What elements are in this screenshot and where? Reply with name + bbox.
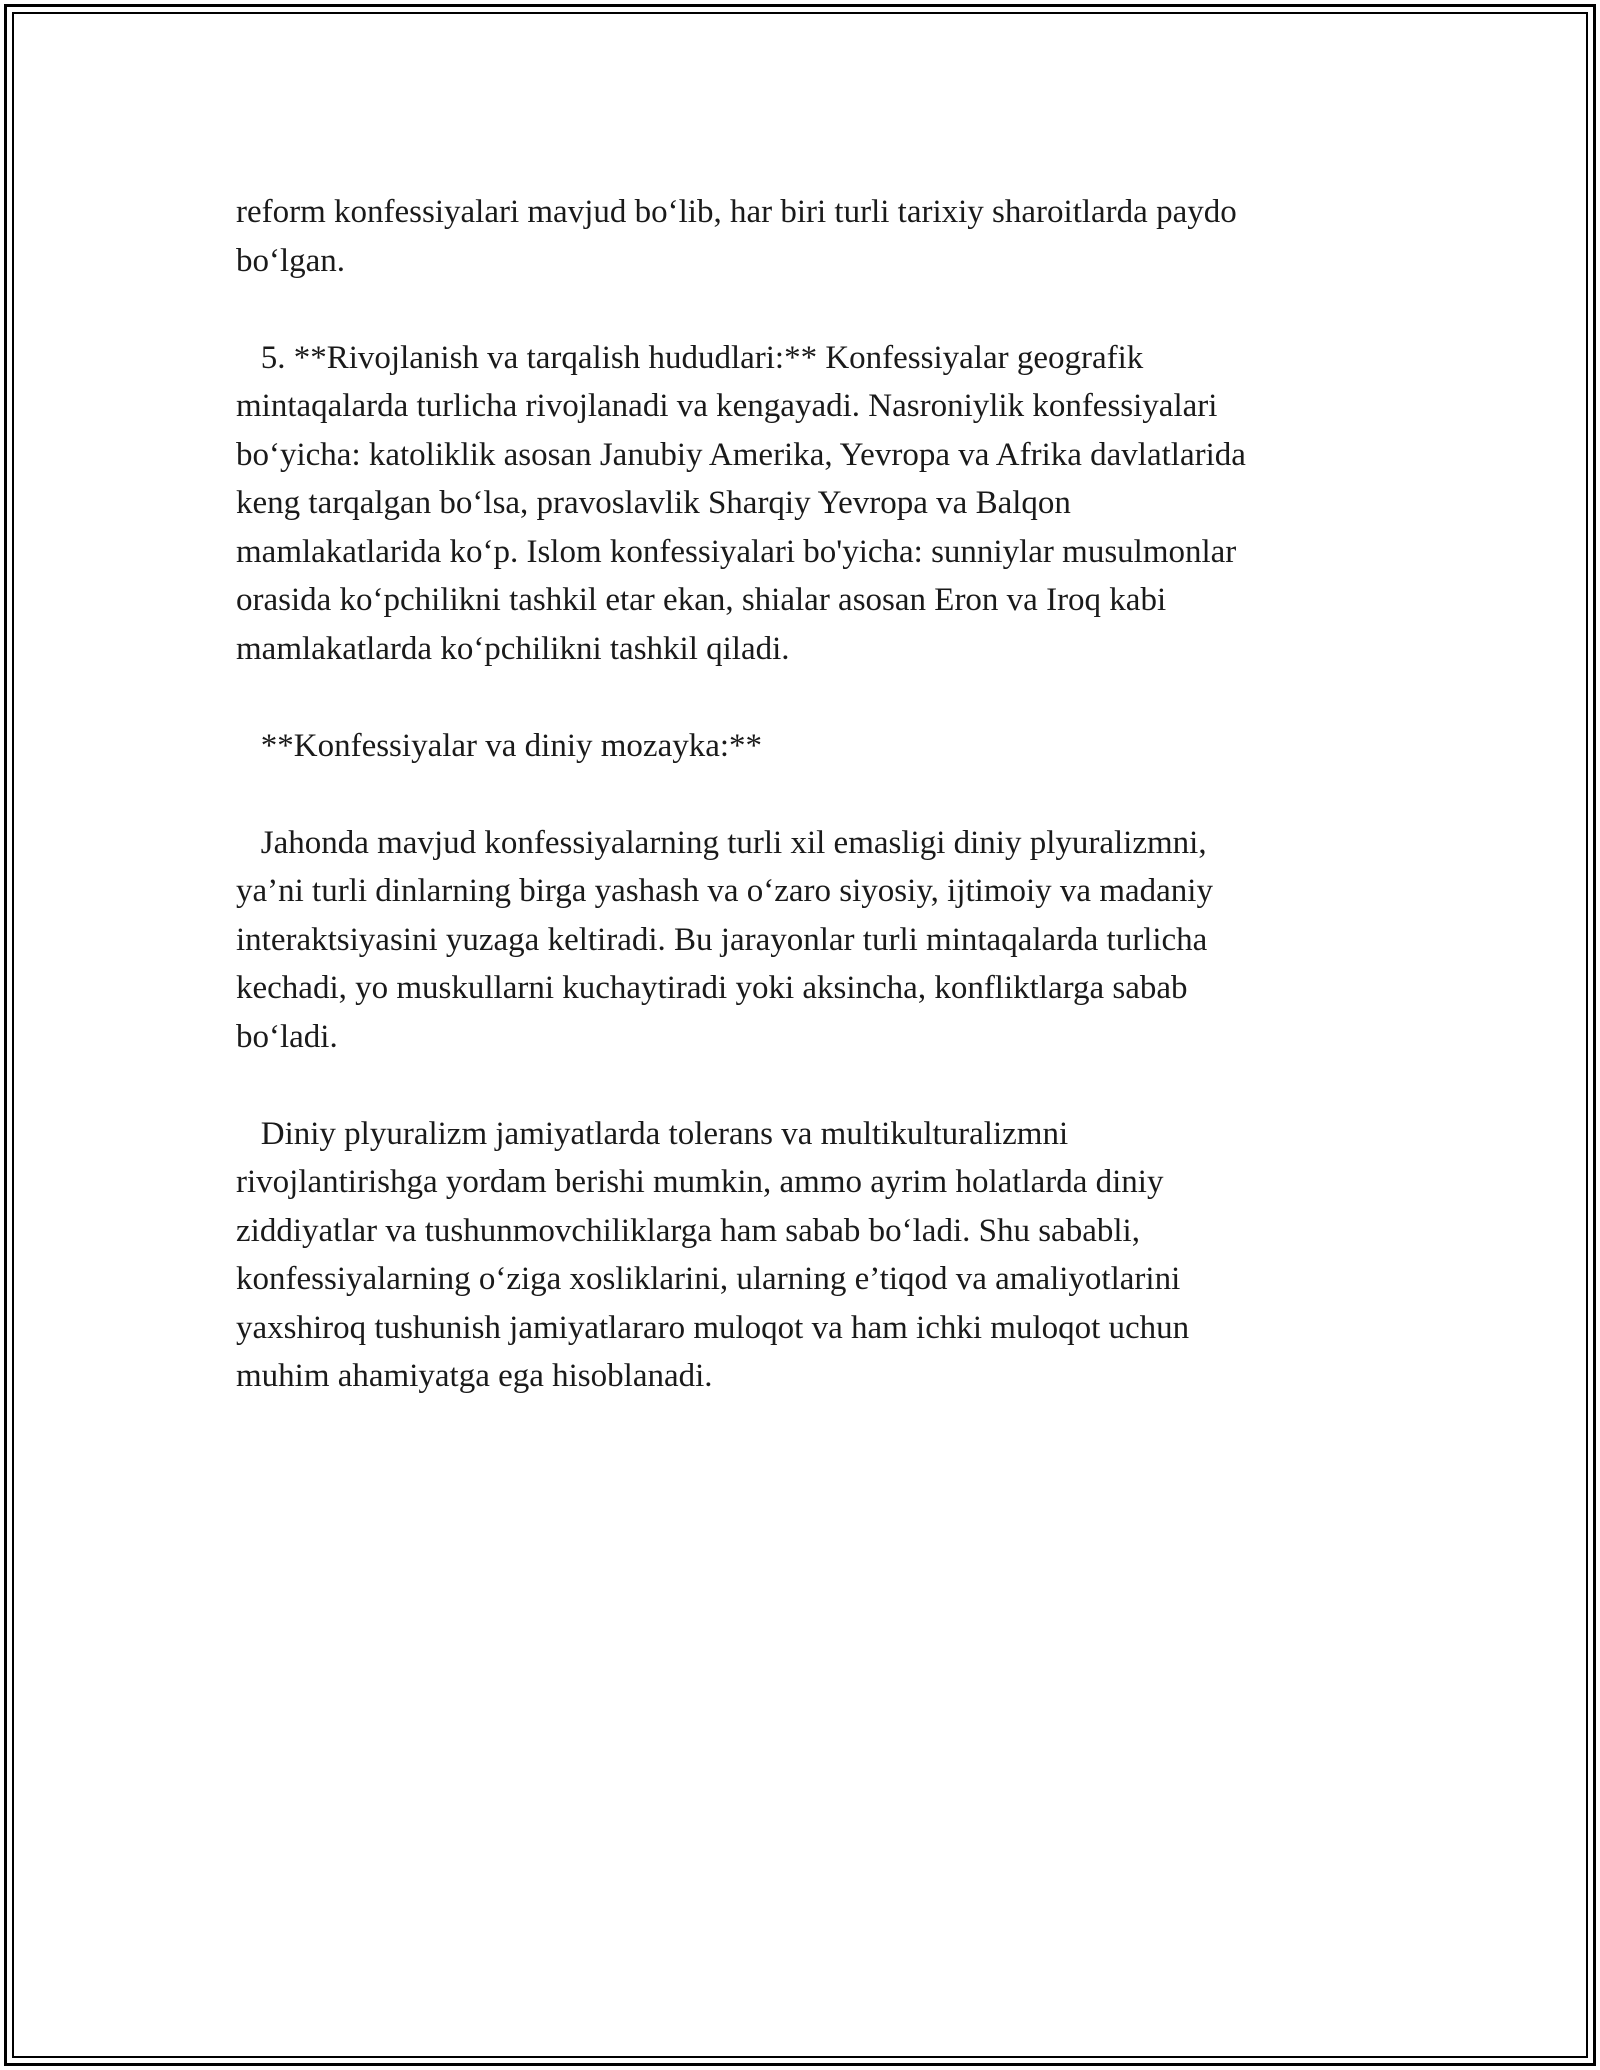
text-line: yaxshiroq tushunish jamiyatlararo muloqot va ham ichki muloqot uchun [236, 1309, 1190, 1346]
section-heading-mosaic [236, 722, 1376, 771]
text-line: keng tarqalgan bo‘lsa, pravoslavlik Sharqiy Yevropa va Balqon [236, 485, 1071, 521]
text-line: kechadi, yo muskullarni kuchaytiradi yoki aksincha, konfliktlarga sabab [236, 970, 1188, 1006]
text-line: **Konfessiyalar va diniy mozayka:** [236, 727, 763, 764]
text-line: bo‘lgan. [236, 242, 346, 279]
text-line: muhim ahamiyatga ega hisoblanadi. [236, 1358, 713, 1394]
paragraph-pluralism-tolerance [236, 1110, 1376, 1401]
text-line: 5. **Rivojlanish va tarqalish hududlari:** Konfessiyalar geografik [236, 339, 1144, 376]
text-line: ziddiyatlar va tushunmovchiliklarga ham sabab bo‘ladi. Shu sababli, [236, 1212, 1140, 1249]
paragraph-item-5-regions [236, 334, 1376, 674]
text-line: reform konfessiyalari mavjud bo‘lib, har biri turli tarixiy sharoitlarda paydo [236, 194, 1237, 230]
text-line: mintaqalarda turlicha rivojlanadi va kengayadi. Nasroniylik konfessiyalari [236, 388, 1218, 424]
text-line: bo‘ladi. [236, 1018, 338, 1055]
paragraph-reform-continuation [236, 188, 1376, 285]
text-line: orasida ko‘pchilikni tashkil etar ekan, shialar asosan Eron va Iroq kabi [236, 582, 1167, 618]
paragraph-pluralism-intro [236, 819, 1376, 1062]
text-line: mamlakatlarida ko‘p. Islom konfessiyalari bo'yicha: sunniylar musulmonlar [236, 533, 1237, 570]
text-line: konfessiyalarning o‘ziga xosliklarini, ularning e’tiqod va amaliyotlarini [236, 1261, 1181, 1297]
text-line: Diniy plyuralizm jamiyatlarda tolerans va multikulturalizmni [236, 1115, 1069, 1152]
text-line: interaktsiyasini yuzaga keltiradi. Bu jarayonlar turli mintaqalarda turlicha [236, 921, 1208, 958]
text-line: bo‘yicha: katoliklik asosan Janubiy Amerika, Yevropa va Afrika davlatlarida [236, 436, 1246, 473]
text-line: ya’ni turli dinlarning birga yashash va o‘zaro siyosiy, ijtimoiy va madaniy [236, 873, 1213, 909]
document-body [236, 188, 1376, 1449]
text-line: Jahonda mavjud konfessiyalarning turli xil emasligi diniy plyuralizmni, [236, 824, 1207, 861]
text-line: mamlakatlarda ko‘pchilikni tashkil qiladi. [236, 630, 790, 667]
text-line: rivojlantirishga yordam berishi mumkin, ammo ayrim holatlarda diniy [236, 1164, 1164, 1200]
